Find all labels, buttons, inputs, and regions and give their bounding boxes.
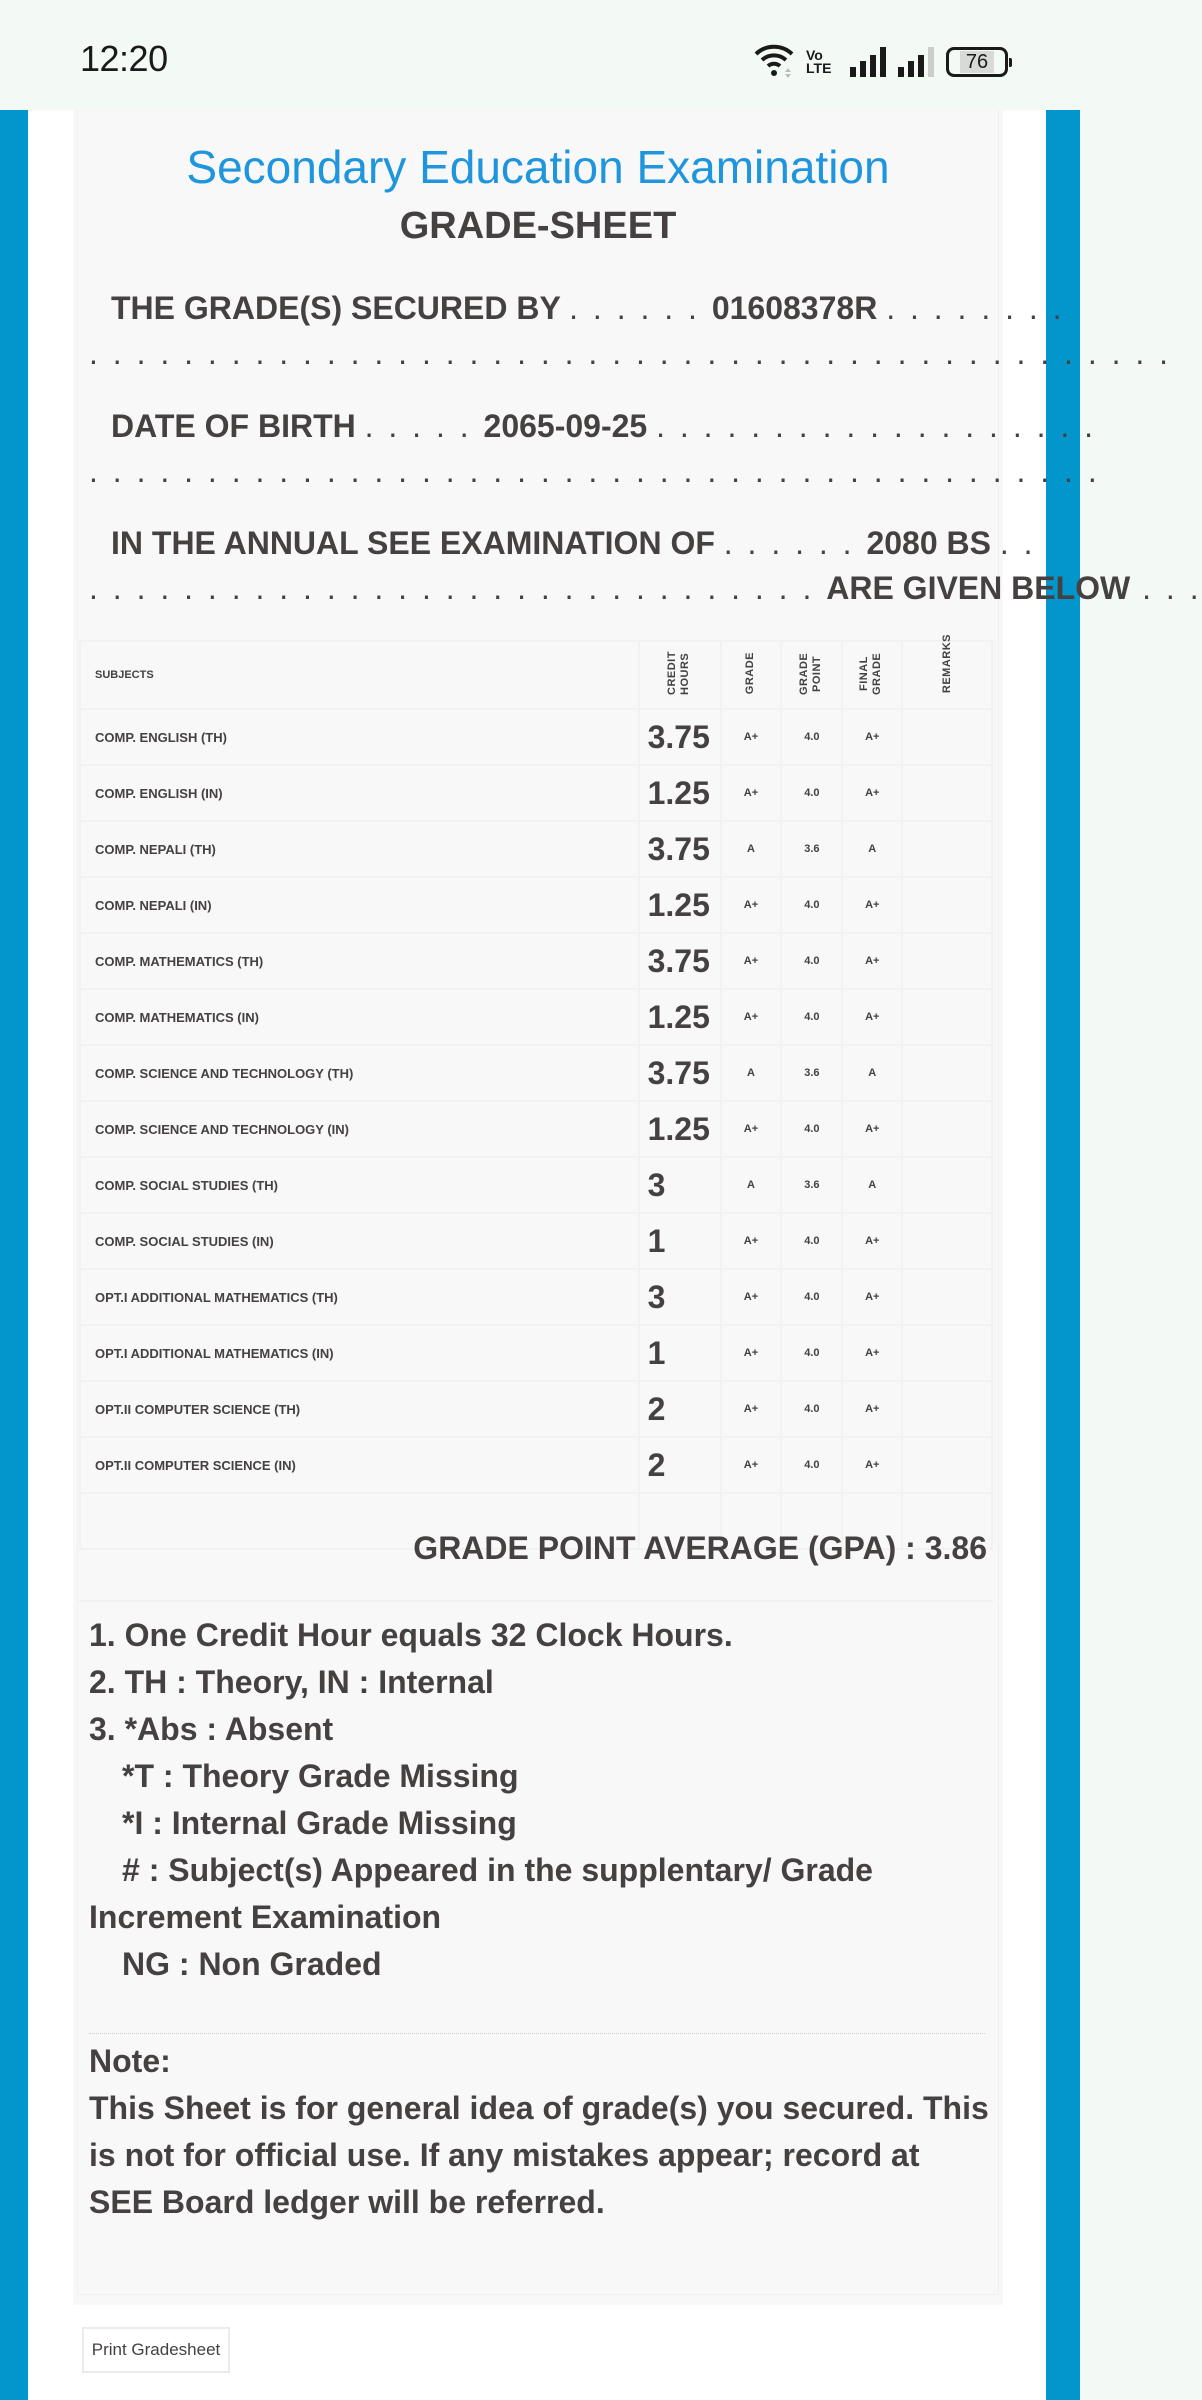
final-grade-cell: A+ (842, 1213, 902, 1269)
remarks-cell (902, 1269, 992, 1325)
legend-item: 1. One Credit Hour equals 32 Clock Hours. (89, 1617, 733, 1653)
remarks-cell (902, 821, 992, 877)
credit-hours-cell: 1.25 (639, 765, 721, 821)
subject-cell: COMP. MATHEMATICS (IN) (80, 989, 639, 1045)
header-grade: GRADE (721, 641, 782, 709)
legend-item: 2. TH : Theory, IN : Internal (89, 1664, 494, 1700)
battery-icon (946, 47, 1008, 77)
subject-cell: OPT.I ADDITIONAL MATHEMATICS (IN) (80, 1325, 639, 1381)
table-row (80, 709, 992, 765)
legend-item: # : Subject(s) Appeared in the supplentary/ Grade (122, 1852, 873, 1888)
grade-point-cell: 4.0 (781, 765, 842, 821)
header-final-grade: FINAL GRADE (842, 641, 902, 709)
table-row (80, 1381, 992, 1437)
remarks-cell (902, 989, 992, 1045)
grade-cell: A+ (721, 1269, 782, 1325)
secured-by-dots: . . . . . . . . . . . . . . . . . . . . . . . . . . . . . . . . . . . . . . . . . . . . . . (89, 335, 1172, 371)
final-grade-cell: A+ (842, 1437, 902, 1493)
table-row (80, 1045, 992, 1101)
subject-cell: COMP. SOCIAL STUDIES (TH) (80, 1157, 639, 1213)
grade-point-cell: 4.0 (781, 1325, 842, 1381)
grade-point-cell: 4.0 (781, 709, 842, 765)
grade-point-cell: 4.0 (781, 877, 842, 933)
subject-cell: COMP. ENGLISH (TH) (80, 709, 639, 765)
credit-hours-cell: 3.75 (639, 709, 721, 765)
volte-icon: Vo LTE (806, 47, 832, 76)
divider (79, 1600, 993, 1602)
page-content (28, 110, 1202, 2400)
legend-item: Increment Examination (89, 1899, 442, 1935)
final-grade-cell: A+ (842, 877, 902, 933)
subject-cell: COMP. NEPALI (IN) (80, 877, 639, 933)
subject-cell: COMP. NEPALI (TH) (80, 821, 639, 877)
status-icons (754, 42, 1008, 82)
legend-item: *T : Theory Grade Missing (122, 1758, 519, 1794)
exam-label: IN THE ANNUAL SEE EXAMINATION OF (111, 525, 715, 561)
header-subjects: SUBJECTS (80, 641, 639, 709)
grades-table (79, 633, 993, 1550)
grade-cell: A+ (721, 1101, 782, 1157)
dob-dots: . . . . . . . . . . . . . . . . . . . . . . . . . . . . . . . . . . . . . . . . . . . (89, 453, 1100, 489)
remarks-cell (902, 1157, 992, 1213)
battery-percent: 76 (960, 51, 994, 73)
grade-cell: A+ (721, 933, 782, 989)
table-row (80, 1437, 992, 1493)
grade-point-cell: 3.6 (781, 821, 842, 877)
grade-cell: A (721, 1045, 782, 1101)
given-below-line: . . . . . . . . . . . . . . . . . . . . . . . . . . . . . . . ARE GIVEN BELOW . . . (89, 570, 1202, 606)
legend (89, 1612, 989, 1988)
table-row (80, 1157, 992, 1213)
final-grade-cell: A (842, 821, 902, 877)
credit-hours-cell: 1.25 (639, 989, 721, 1045)
grade-cell: A+ (721, 1437, 782, 1493)
table-row (80, 933, 992, 989)
table-row (80, 1213, 992, 1269)
table-row (80, 1101, 992, 1157)
print-gradesheet-button[interactable]: Print Gradesheet (82, 2327, 230, 2373)
note-divider (89, 2033, 985, 2035)
secured-by-label: THE GRADE(S) SECURED BY (111, 290, 561, 326)
symbol-number: 01608378R (711, 290, 878, 326)
legend-item: 3. *Abs : Absent (89, 1711, 334, 1747)
remarks-cell (902, 1437, 992, 1493)
gpa-label: GRADE POINT AVERAGE (GPA) : (413, 1530, 916, 1566)
subject-cell: COMP. SOCIAL STUDIES (IN) (80, 1213, 639, 1269)
final-grade-cell: A+ (842, 709, 902, 765)
note-text: This Sheet is for general idea of grade(s) you secured. This is not for official use. If any mistakes appear; record at SEE Board ledger will be referred. (89, 2090, 989, 2220)
subject-cell: COMP. ENGLISH (IN) (80, 765, 639, 821)
subject-cell: OPT.II COMPUTER SCIENCE (IN) (80, 1437, 639, 1493)
dob-line: DATE OF BIRTH . . . . . 2065-09-25 . . . . . . . . . . . . . . . . . . . (111, 408, 1097, 444)
remarks-cell (902, 877, 992, 933)
final-grade-cell: A+ (842, 989, 902, 1045)
remarks-cell (902, 933, 992, 989)
legend-item: NG : Non Graded (122, 1946, 382, 1982)
credit-hours-cell: 2 (639, 1437, 721, 1493)
grade-point-cell: 4.0 (781, 1213, 842, 1269)
grade-cell: A (721, 1157, 782, 1213)
credit-hours-cell: 3 (639, 1157, 721, 1213)
grade-cell: A (721, 821, 782, 877)
grade-cell: A+ (721, 765, 782, 821)
sheet-title: GRADE-SHEET (399, 205, 677, 247)
given-below-label: ARE GIVEN BELOW (826, 570, 1131, 606)
final-grade-cell: A+ (842, 933, 902, 989)
final-grade-cell: A+ (842, 1101, 902, 1157)
subject-cell: OPT.I ADDITIONAL MATHEMATICS (TH) (80, 1269, 639, 1325)
grade-point-cell: 4.0 (781, 1101, 842, 1157)
table-row (80, 989, 992, 1045)
grade-cell: A+ (721, 1213, 782, 1269)
dob-value: 2065-09-25 (483, 408, 648, 444)
header-grade-point: GRADE POINT (781, 641, 842, 709)
credit-hours-cell: 2 (639, 1381, 721, 1437)
grade-point-cell: 4.0 (781, 933, 842, 989)
grade-sheet (73, 110, 1202, 2305)
credit-hours-cell: 3.75 (639, 821, 721, 877)
subject-cell: COMP. MATHEMATICS (TH) (80, 933, 639, 989)
grade-cell: A+ (721, 989, 782, 1045)
table-row (80, 765, 992, 821)
final-grade-cell: A+ (842, 1381, 902, 1437)
note (89, 2038, 989, 2226)
gpa-value: 3.86 (924, 1530, 987, 1566)
grade-point-cell: 3.6 (781, 1157, 842, 1213)
final-grade-cell: A+ (842, 1325, 902, 1381)
final-grade-cell: A+ (842, 765, 902, 821)
exam-year: 2080 BS (866, 525, 991, 561)
remarks-cell (902, 765, 992, 821)
credit-hours-cell: 1 (639, 1213, 721, 1269)
note-heading: Note: (89, 2043, 171, 2079)
remarks-cell (902, 709, 992, 765)
table-row (80, 821, 992, 877)
header-credit-hours: CREDIT HOURS (639, 641, 721, 709)
grade-point-cell: 4.0 (781, 1437, 842, 1493)
exam-title: Secondary Education Examination (186, 141, 890, 193)
remarks-cell (902, 1381, 992, 1437)
grade-point-cell: 3.6 (781, 1045, 842, 1101)
left-accent-border (0, 110, 28, 2400)
table-row (80, 877, 992, 933)
grade-cell: A+ (721, 1325, 782, 1381)
exam-line: IN THE ANNUAL SEE EXAMINATION OF . . . . . . 2080 BS . . (111, 525, 1036, 561)
subject-cell: OPT.II COMPUTER SCIENCE (TH) (80, 1381, 639, 1437)
subject-cell: COMP. SCIENCE AND TECHNOLOGY (IN) (80, 1101, 639, 1157)
credit-hours-cell: 1.25 (639, 877, 721, 933)
signal-sim2-icon (898, 47, 934, 77)
status-bar (0, 0, 1080, 110)
subject-cell: COMP. SCIENCE AND TECHNOLOGY (TH) (80, 1045, 639, 1101)
grade-cell: A+ (721, 1381, 782, 1437)
remarks-cell (902, 1213, 992, 1269)
table-row (80, 1325, 992, 1381)
grade-point-cell: 4.0 (781, 1269, 842, 1325)
final-grade-cell: A+ (842, 1269, 902, 1325)
table-header-row (80, 641, 992, 709)
credit-hours-cell: 1.25 (639, 1101, 721, 1157)
grade-cell: A+ (721, 877, 782, 933)
legend-item: *I : Internal Grade Missing (122, 1805, 517, 1841)
final-grade-cell: A (842, 1045, 902, 1101)
grade-point-cell: 4.0 (781, 989, 842, 1045)
dob-label: DATE OF BIRTH (111, 408, 356, 444)
status-time: 12:20 (80, 38, 168, 79)
table-row (80, 1269, 992, 1325)
grade-cell: A+ (721, 709, 782, 765)
credit-hours-cell: 3 (639, 1269, 721, 1325)
gpa-line (413, 1530, 987, 1567)
signal-sim1-icon (850, 47, 886, 77)
final-grade-cell: A (842, 1157, 902, 1213)
credit-hours-cell: 3.75 (639, 933, 721, 989)
header-remarks: REMARKS (902, 641, 992, 709)
remarks-cell (902, 1101, 992, 1157)
credit-hours-cell: 3.75 (639, 1045, 721, 1101)
grade-point-cell: 4.0 (781, 1381, 842, 1437)
wifi-icon (754, 42, 794, 83)
secured-by-line: THE GRADE(S) SECURED BY . . . . . . 01608378R . . . . . . . . (111, 290, 1065, 326)
remarks-cell (902, 1045, 992, 1101)
remarks-cell (902, 1325, 992, 1381)
credit-hours-cell: 1 (639, 1325, 721, 1381)
